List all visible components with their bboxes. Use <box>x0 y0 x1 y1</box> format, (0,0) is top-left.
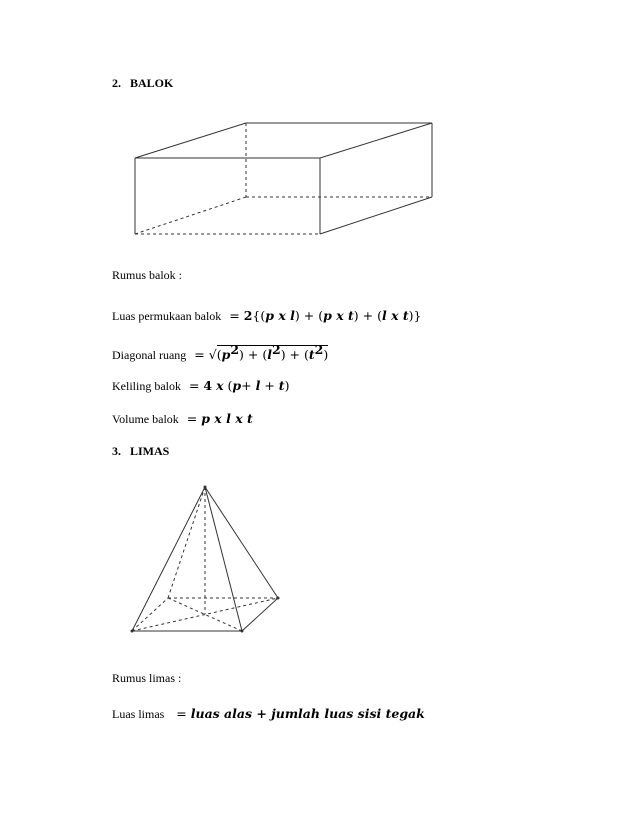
cuboid-figure <box>128 117 458 242</box>
section-3-heading <box>112 444 169 459</box>
formula-expression: = 2{(p x l) + (p x t) + (l x t)} <box>225 308 422 323</box>
pyramid-figure <box>125 480 295 640</box>
formula-label: Volume balok <box>112 412 179 426</box>
surface-area-formula <box>112 307 422 325</box>
balok-formula-intro: Rumus balok : <box>112 268 183 282</box>
pyramid-area-expression: luas alas + jumlah luas sisi tegak <box>190 706 425 721</box>
formula-expression: = luas alas + jumlah luas sisi tegak <box>168 706 425 721</box>
section-title: LIMAS <box>130 444 170 458</box>
formula-expression: = 4 x (p+ l + t) <box>185 378 290 393</box>
section-number: 3. <box>112 444 121 458</box>
section-title: BALOK <box>130 76 174 90</box>
perimeter-formula <box>112 377 289 395</box>
section-number: 2. <box>112 76 121 90</box>
formula-expression: = $√(p^2) + (l^2) + (t^2)$ <box>190 342 329 362</box>
formula-label: Diagonal ruang <box>112 348 187 362</box>
formula-label: Keliling balok <box>112 379 181 393</box>
space-diagonal-formula <box>112 342 328 364</box>
formula-expression: = p x l x t <box>182 411 253 426</box>
pyramid-area-formula <box>112 705 425 723</box>
formula-label: Luas limas <box>112 707 165 721</box>
section-2-heading <box>112 76 173 91</box>
formula-label: Luas permukaan balok <box>112 309 222 323</box>
limas-formula-intro: Rumus limas : <box>112 671 182 685</box>
volume-formula <box>112 410 253 428</box>
